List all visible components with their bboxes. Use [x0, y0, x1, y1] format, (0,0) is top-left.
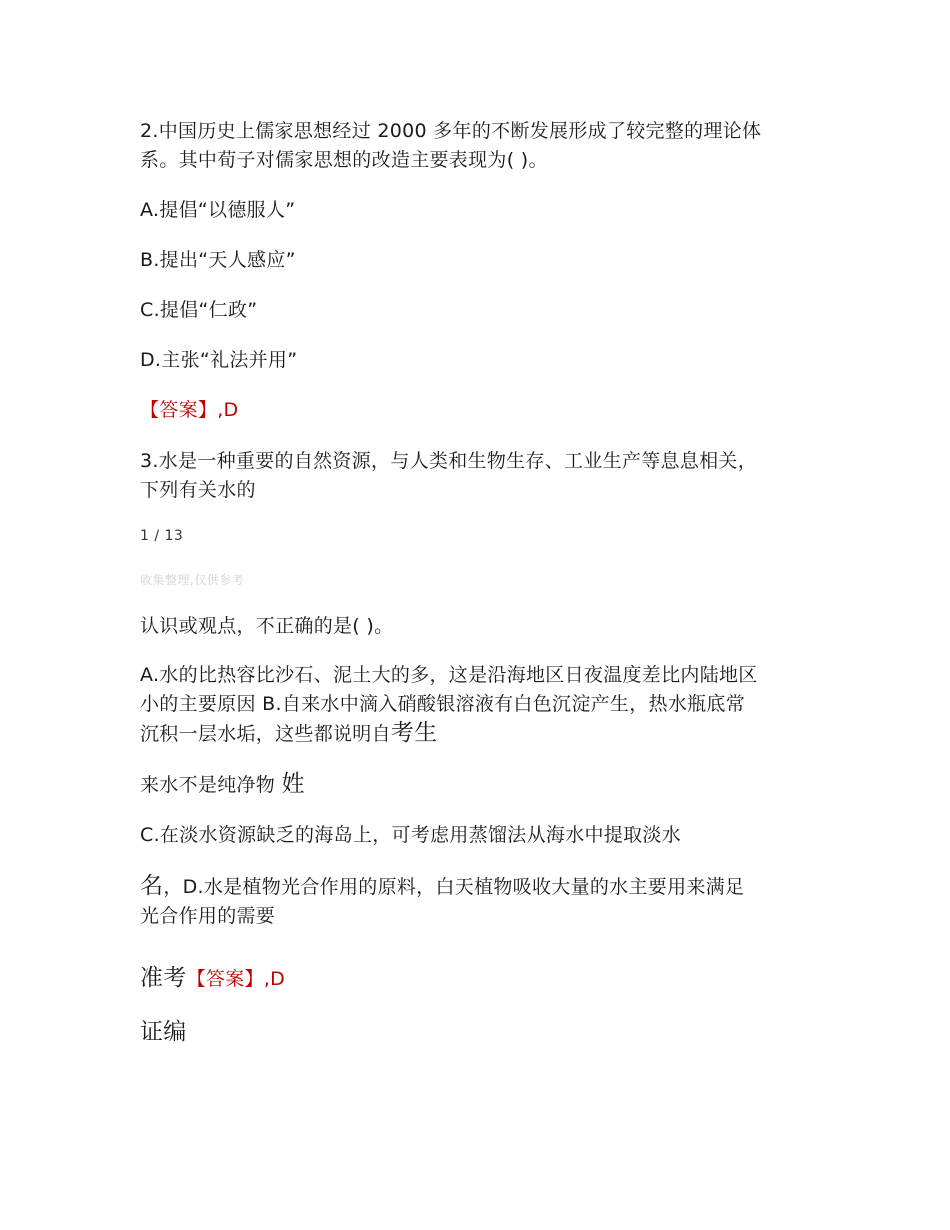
q2-option-d: D.主张“礼法并用” [140, 349, 298, 371]
q2-option-a: A.提倡“以德服人” [140, 199, 296, 221]
margin-stamp-text: 证编 [140, 1019, 187, 1045]
margin-stamp-text: 考生 [390, 720, 438, 746]
q3-option-d-line1: ，D.水是植物光合作用的原料，白天植物吸收大量的水主要用来满足 [163, 876, 745, 898]
q3-stem-cont: 认识或观点，不正确的是( )。 [140, 615, 394, 637]
q3-option-a-line1: A.水的比热容比沙石、泥土大的多，这是沿海地区日夜温度差比内陆地区 [140, 664, 758, 686]
page-number: 1 / 13 [140, 528, 184, 544]
watermark-text: 收集整理,仅供参考 [140, 573, 245, 587]
margin-stamp-text: 名 [140, 873, 164, 899]
q2-option-c: C.提倡“仁政” [140, 299, 258, 321]
q3-option-d-line2: 光合作用的需要 [140, 905, 276, 927]
q3-answer-label: 【答案】 [186, 968, 264, 990]
q3-option-a-line2: 小的主要原因 B.自来水中滴入硝酸银溶液有白色沉淀产生，热水瓶底常 [140, 693, 746, 715]
q2-stem [140, 117, 820, 175]
q3-stem [140, 447, 820, 505]
q3-option-c: C.在淡水资源缺乏的海岛上，可考虑用蒸馏法从海水中提取淡水 [140, 824, 682, 846]
margin-stamp-text: 姓 [281, 771, 305, 797]
q3-option-ab [140, 661, 820, 749]
q2-answer-value: ,D [217, 399, 239, 421]
q2-answer [140, 396, 820, 425]
q3-stem-line2: 下列有关水的 [140, 479, 256, 501]
q3-answer [140, 964, 820, 994]
q3-option-d [140, 872, 820, 931]
margin-stamp-text: 准考 [140, 965, 187, 991]
q3-option-b-line3: 沉积一层水垢，这些都说明自考生 [140, 720, 438, 746]
q3-stem-line1: 3.水是一种重要的自然资源，与人类和生物生存、工业生产等息息相关， [140, 450, 758, 472]
q3-answer-value: ,D [263, 968, 286, 990]
q2-option-b: B.提出“天人感应” [140, 249, 296, 271]
q2-stem-line2: 系。其中荀子对儒家思想的改造主要表现为( )。 [140, 149, 548, 171]
q2-answer-label: 【答案】 [140, 399, 218, 421]
q3-option-b-line4: 来水不是纯净物 姓 [140, 771, 305, 797]
q2-stem-line1: 2.中国历史上儒家思想经过 2000 多年的不断发展形成了较完整的理论体 [140, 120, 762, 142]
